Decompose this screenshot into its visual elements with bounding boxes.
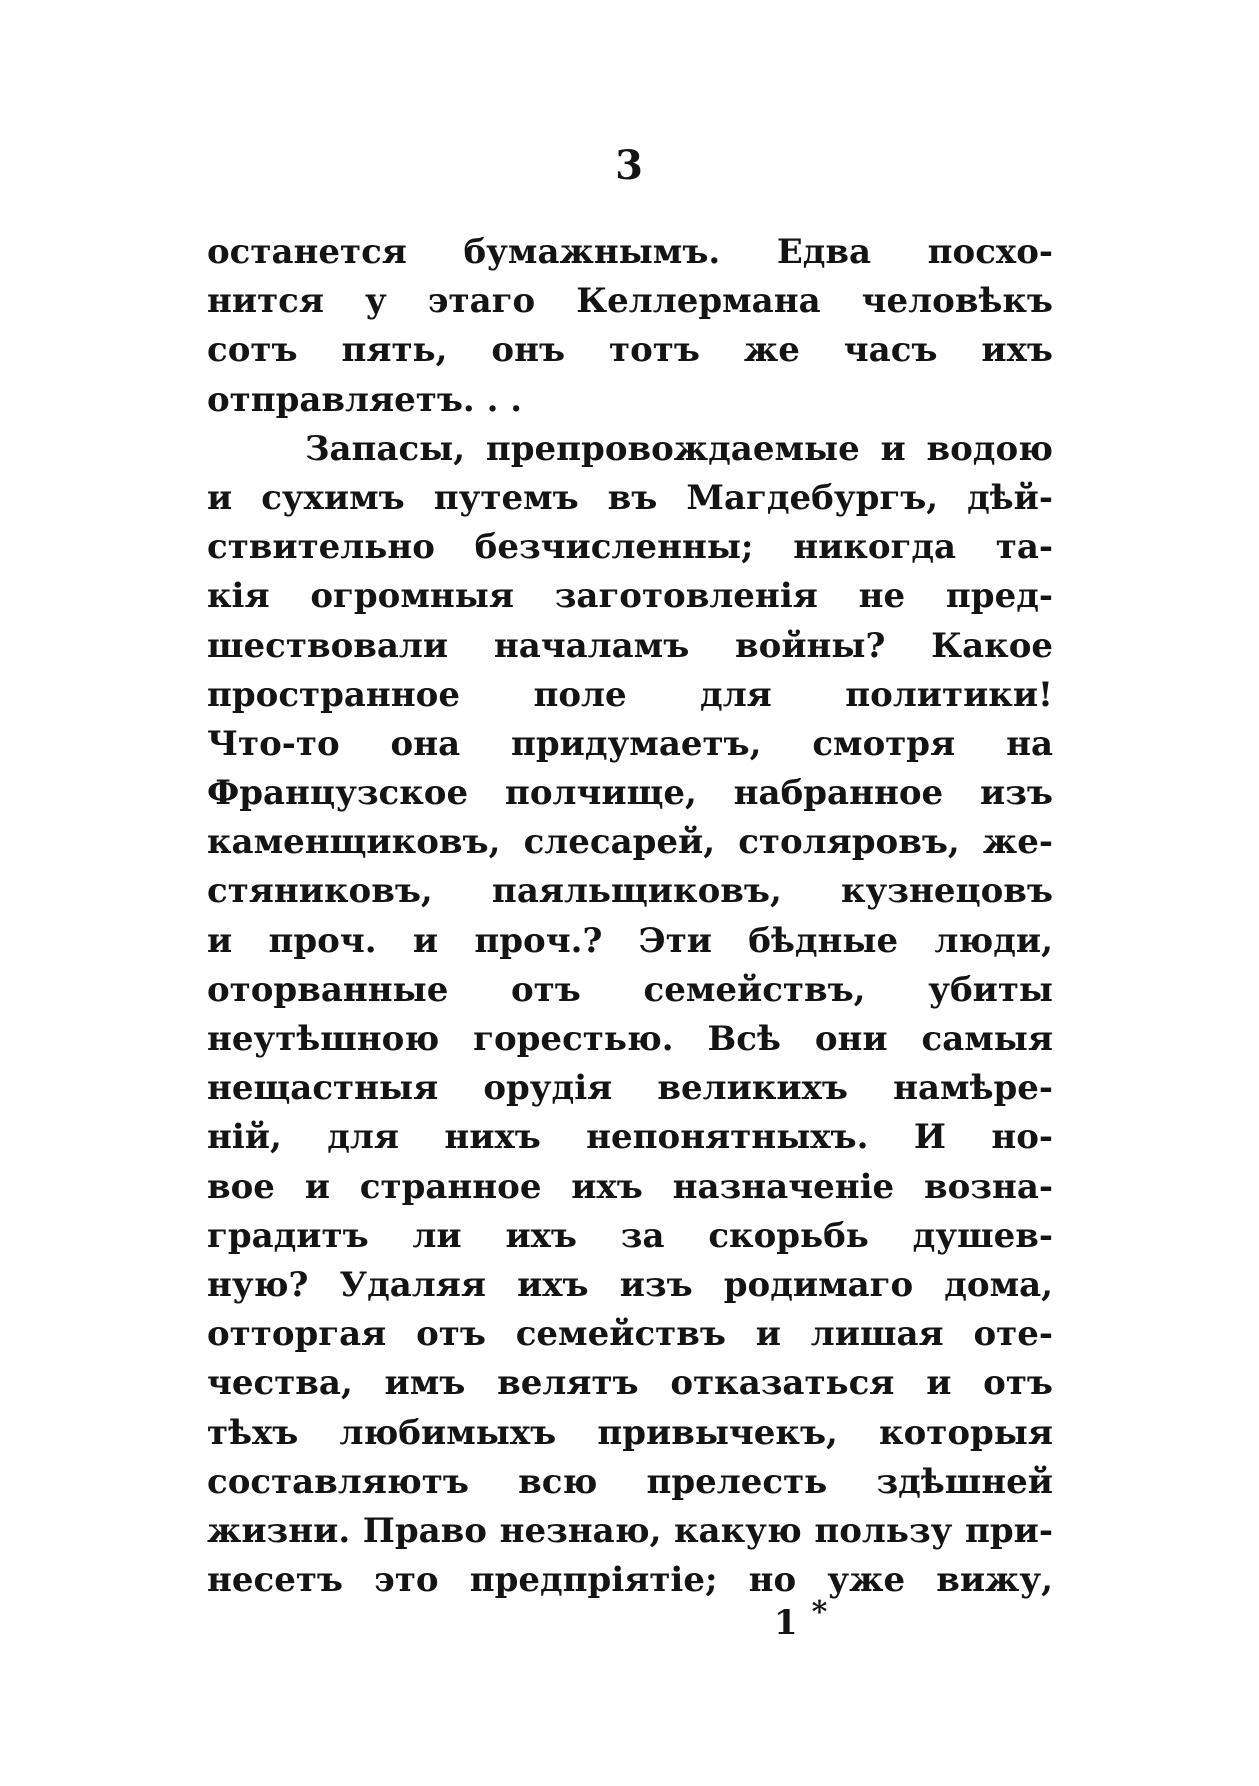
text-line: стяниковъ, паяльщиковъ, кузнецовъ (207, 871, 1053, 912)
text-line-paragraph-end: отправляетъ. . . (207, 379, 523, 420)
page-number: 3 (615, 142, 644, 189)
text-line: вое и странное ихъ назначеніе возна- (207, 1166, 1053, 1207)
text-line: ную? Удаляя ихъ изъ родимаго дома, (207, 1264, 1053, 1305)
text-line: тѣхъ любимыхъ привычекъ, которыя (207, 1412, 1053, 1453)
text-line: каменщиковъ, слесарей, столяровъ, же- (207, 822, 1053, 863)
text-line: нещастныя орудія великихъ намѣре- (207, 1068, 1053, 1109)
text-line: ствительно безчисленны; никогда та- (207, 527, 1053, 568)
text-line-paragraph-start: Запасы, препровождаемые и водою (305, 428, 1053, 469)
text-line: Французское полчище, набранное изъ (207, 773, 1053, 814)
body-text (207, 228, 1053, 1605)
asterisk-icon: * (811, 1595, 828, 1630)
text-line: ній, для нихъ непонятныхъ. И но- (207, 1117, 1053, 1158)
text-line: оторванные отъ семействъ, убиты (207, 969, 1053, 1010)
text-line: чества, имъ велятъ отказаться и отъ (207, 1363, 1053, 1404)
text-line: Что-то она придумаетъ, смотря на (207, 723, 1053, 764)
text-line: нится у этаго Келлермана человѣкъ (207, 281, 1053, 322)
signature-number: 1 (774, 1603, 798, 1643)
text-line: и проч. и проч.? Эти бѣдные люди, (207, 920, 1053, 961)
text-line: пространное поле для политики! (207, 674, 1053, 715)
text-line: останется бумажнымъ. Едва посхо- (207, 232, 1053, 272)
signature-mark (774, 1595, 828, 1643)
text-line: отторгая отъ семействъ и лишая оте- (207, 1314, 1053, 1355)
text-line: градитъ ли ихъ за скорьбь душев- (207, 1215, 1053, 1256)
text-line: составляютъ всю прелесть здѣшней (207, 1461, 1053, 1502)
text-line: шествовали началамъ войны? Какое (207, 625, 1053, 666)
text-line: сотъ пять, онъ тотъ же часъ ихъ (207, 330, 1053, 371)
text-line: и сухимъ путемъ въ Магдебургъ, дѣй- (207, 477, 1053, 518)
text-line: кія огромныя заготовленія не пред- (207, 576, 1053, 617)
text-line: несетъ это предпріятіе; но уже вижу, (207, 1560, 1053, 1601)
text-line: жизни. Право незнаю, какую пользу при- (207, 1510, 1053, 1551)
text-line: неутѣшною горестью. Всѣ они самыя (207, 1019, 1053, 1059)
